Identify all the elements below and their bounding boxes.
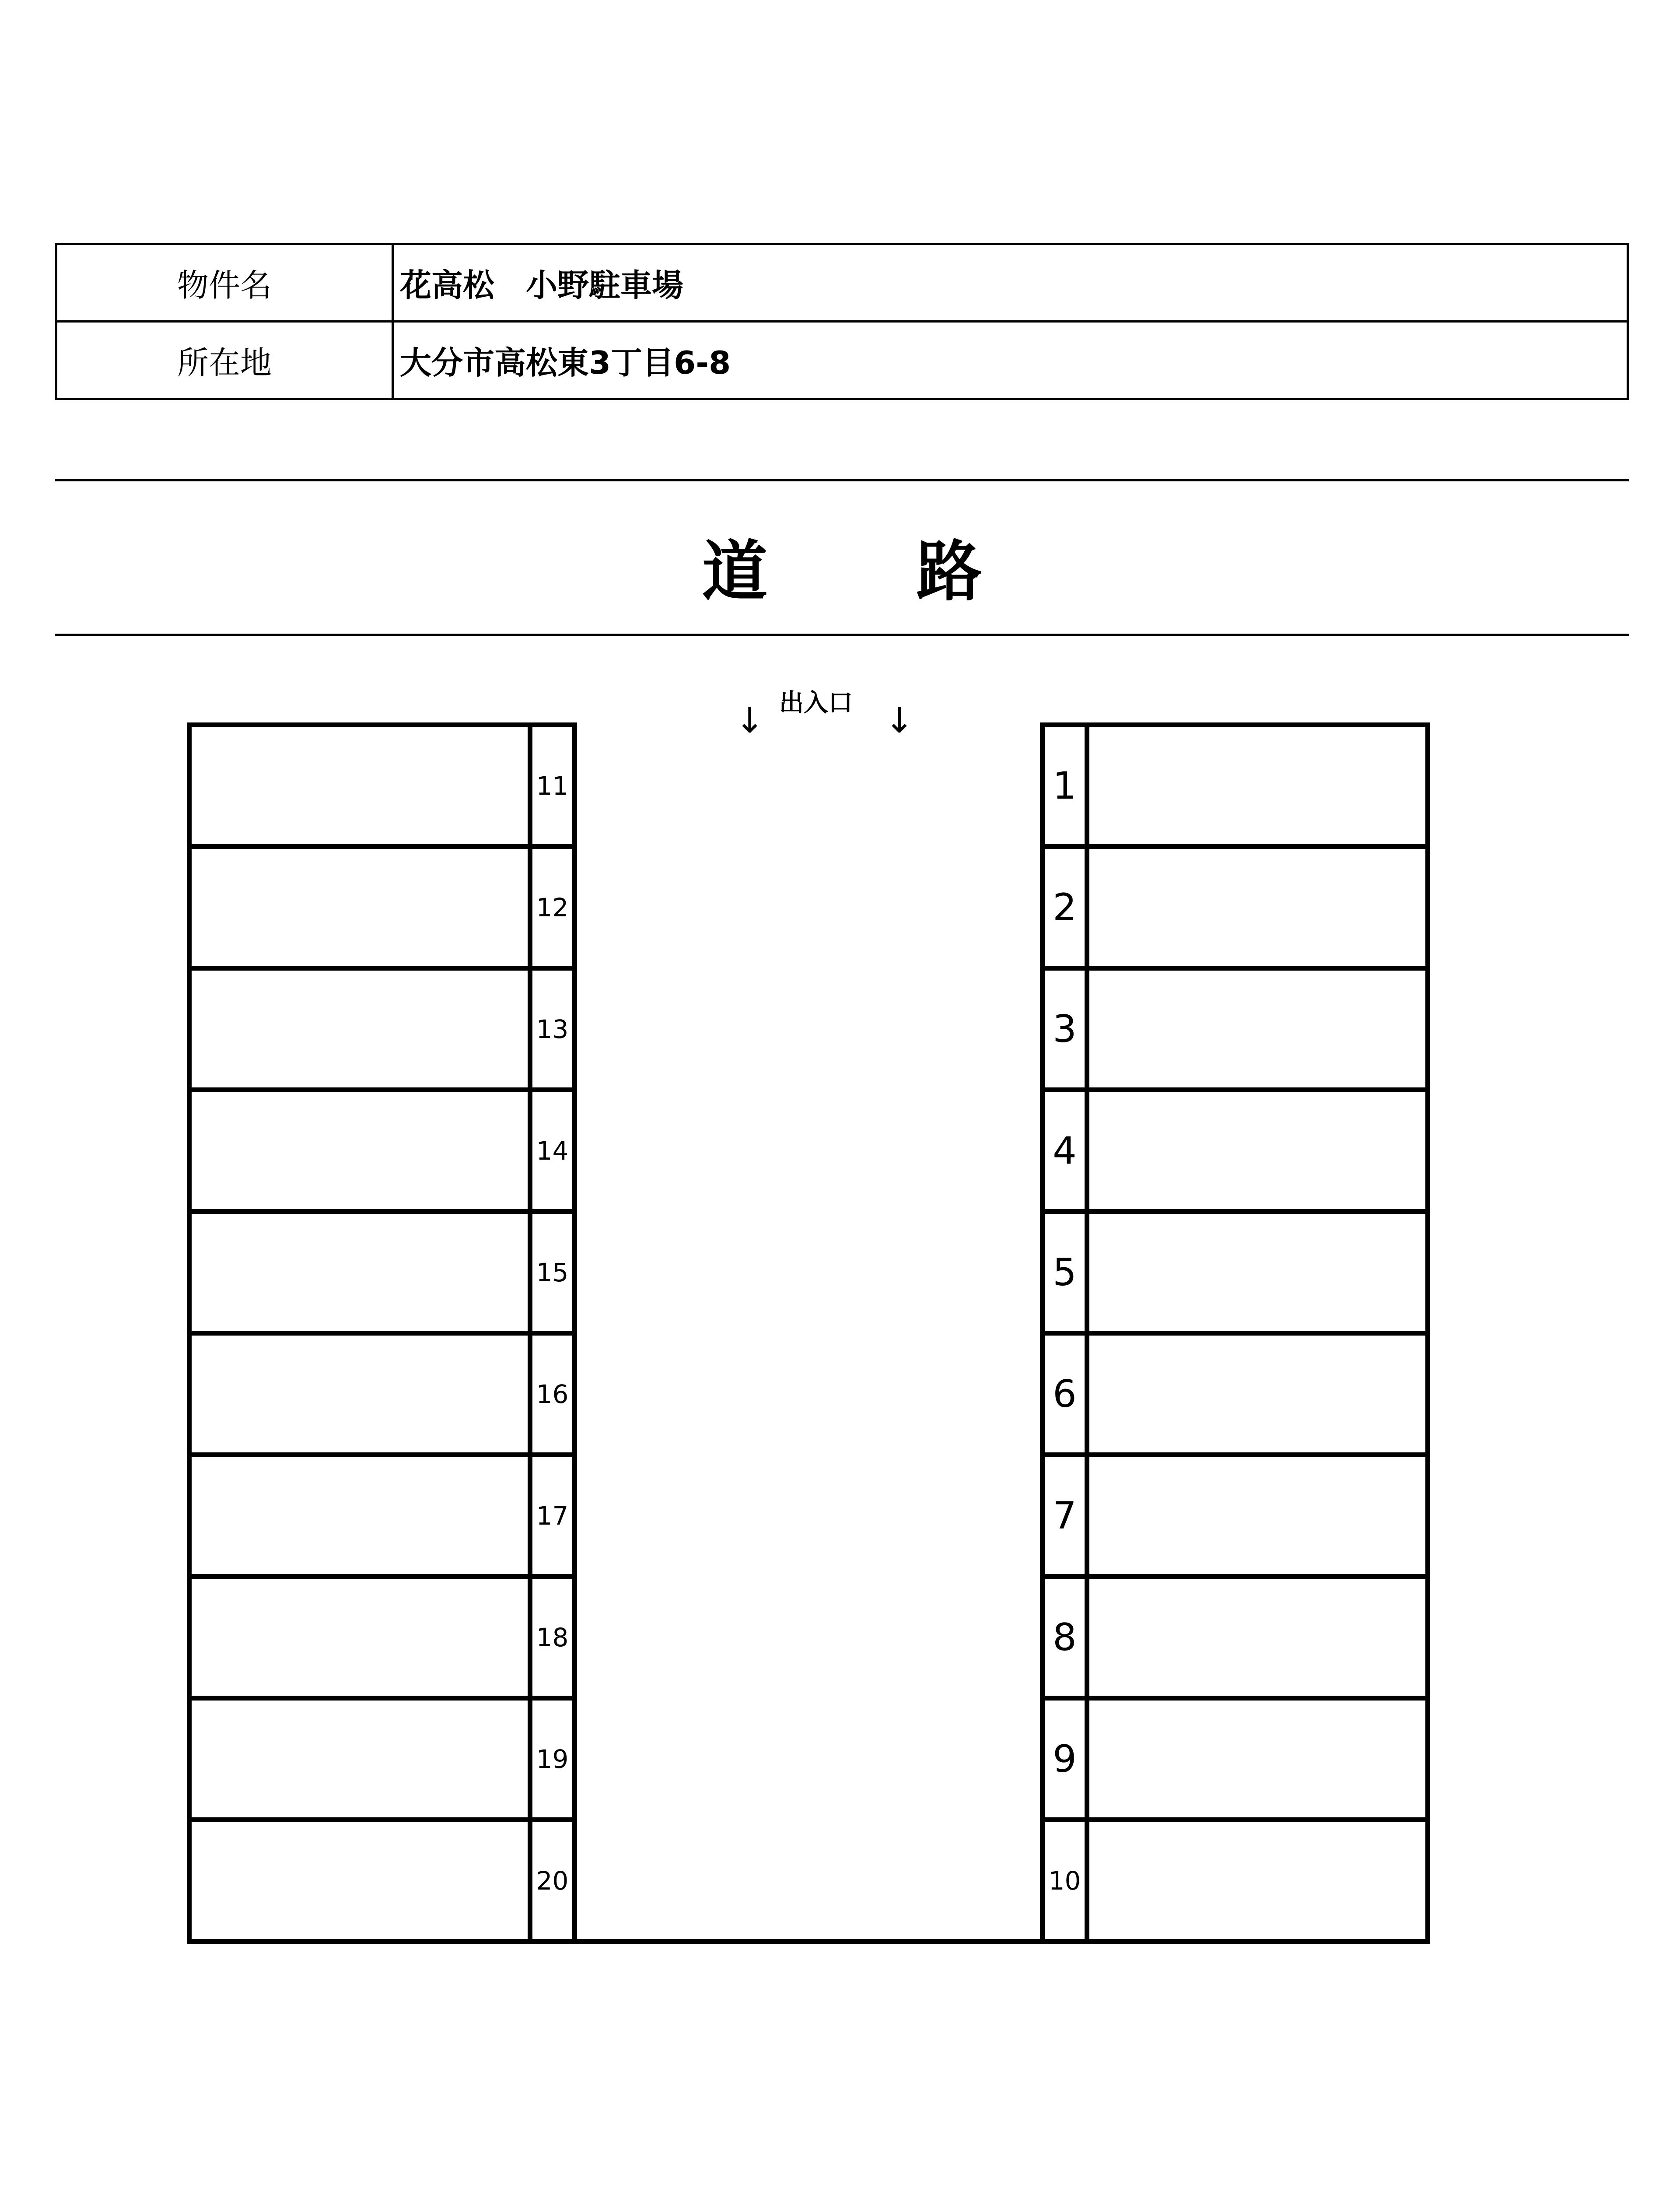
parking-space-right — [1085, 1087, 1430, 1214]
parking-space-left — [187, 1574, 532, 1701]
parking-space-right — [1085, 844, 1430, 971]
entrance-label: 出入口 — [779, 689, 853, 717]
parking-space-right — [1085, 1209, 1430, 1336]
parking-number-right: 1 — [1040, 722, 1089, 849]
parking-space-right — [1085, 722, 1430, 849]
parking-space-left — [187, 1452, 532, 1579]
road-label — [55, 519, 1629, 613]
parking-number-left: 12 — [528, 844, 577, 971]
entrance-arrow-right-icon: ↓ — [885, 700, 914, 741]
parking-space-right — [1085, 1452, 1430, 1579]
parking-space-left — [187, 1817, 532, 1944]
parking-number-right: 5 — [1040, 1209, 1089, 1336]
parking-space-left — [187, 1331, 532, 1457]
property-name-value: 花高松 小野駐車場 — [393, 244, 1628, 322]
parking-space-right — [1085, 1574, 1430, 1701]
parking-number-left: 16 — [528, 1331, 577, 1457]
parking-space-right — [1085, 1331, 1430, 1457]
entrance-arrow-left-icon: ↓ — [735, 700, 765, 741]
road-char-2: 路 — [916, 534, 982, 610]
parking-number-left: 14 — [528, 1087, 577, 1214]
parking-space-left — [187, 1696, 532, 1822]
property-name-row — [56, 244, 1628, 322]
parking-space-right — [1085, 1696, 1430, 1822]
parking-number-left: 20 — [528, 1817, 577, 1944]
parking-number-left: 17 — [528, 1452, 577, 1579]
property-info-table — [55, 243, 1629, 400]
parking-number-right: 10 — [1040, 1817, 1089, 1944]
parking-number-left: 19 — [528, 1696, 577, 1822]
aisle-bottom-line — [572, 1939, 1045, 1944]
parking-number-left: 11 — [528, 722, 577, 849]
parking-space-left — [187, 844, 532, 971]
location-row — [56, 322, 1628, 399]
parking-number-right: 2 — [1040, 844, 1089, 971]
road-bottom-line — [55, 634, 1629, 636]
parking-number-right: 8 — [1040, 1574, 1089, 1701]
location-value: 大分市高松東3丁目6-8 — [393, 322, 1628, 399]
parking-number-right: 4 — [1040, 1087, 1089, 1214]
parking-number-left: 13 — [528, 966, 577, 1092]
parking-space-right — [1085, 966, 1430, 1092]
parking-space-left — [187, 722, 532, 849]
property-name-label: 物件名 — [56, 244, 393, 322]
parking-lot-map — [0, 722, 1680, 1948]
parking-number-right: 3 — [1040, 966, 1089, 1092]
parking-number-right: 6 — [1040, 1331, 1089, 1457]
parking-space-right — [1085, 1817, 1430, 1944]
parking-number-right: 7 — [1040, 1452, 1089, 1579]
parking-space-left — [187, 966, 532, 1092]
parking-number-left: 15 — [528, 1209, 577, 1336]
parking-space-left — [187, 1087, 532, 1214]
road-char-1: 道 — [702, 534, 768, 610]
location-label: 所在地 — [56, 322, 393, 399]
road-top-line — [55, 479, 1629, 481]
parking-number-right: 9 — [1040, 1696, 1089, 1822]
parking-number-left: 18 — [528, 1574, 577, 1701]
parking-space-left — [187, 1209, 532, 1336]
